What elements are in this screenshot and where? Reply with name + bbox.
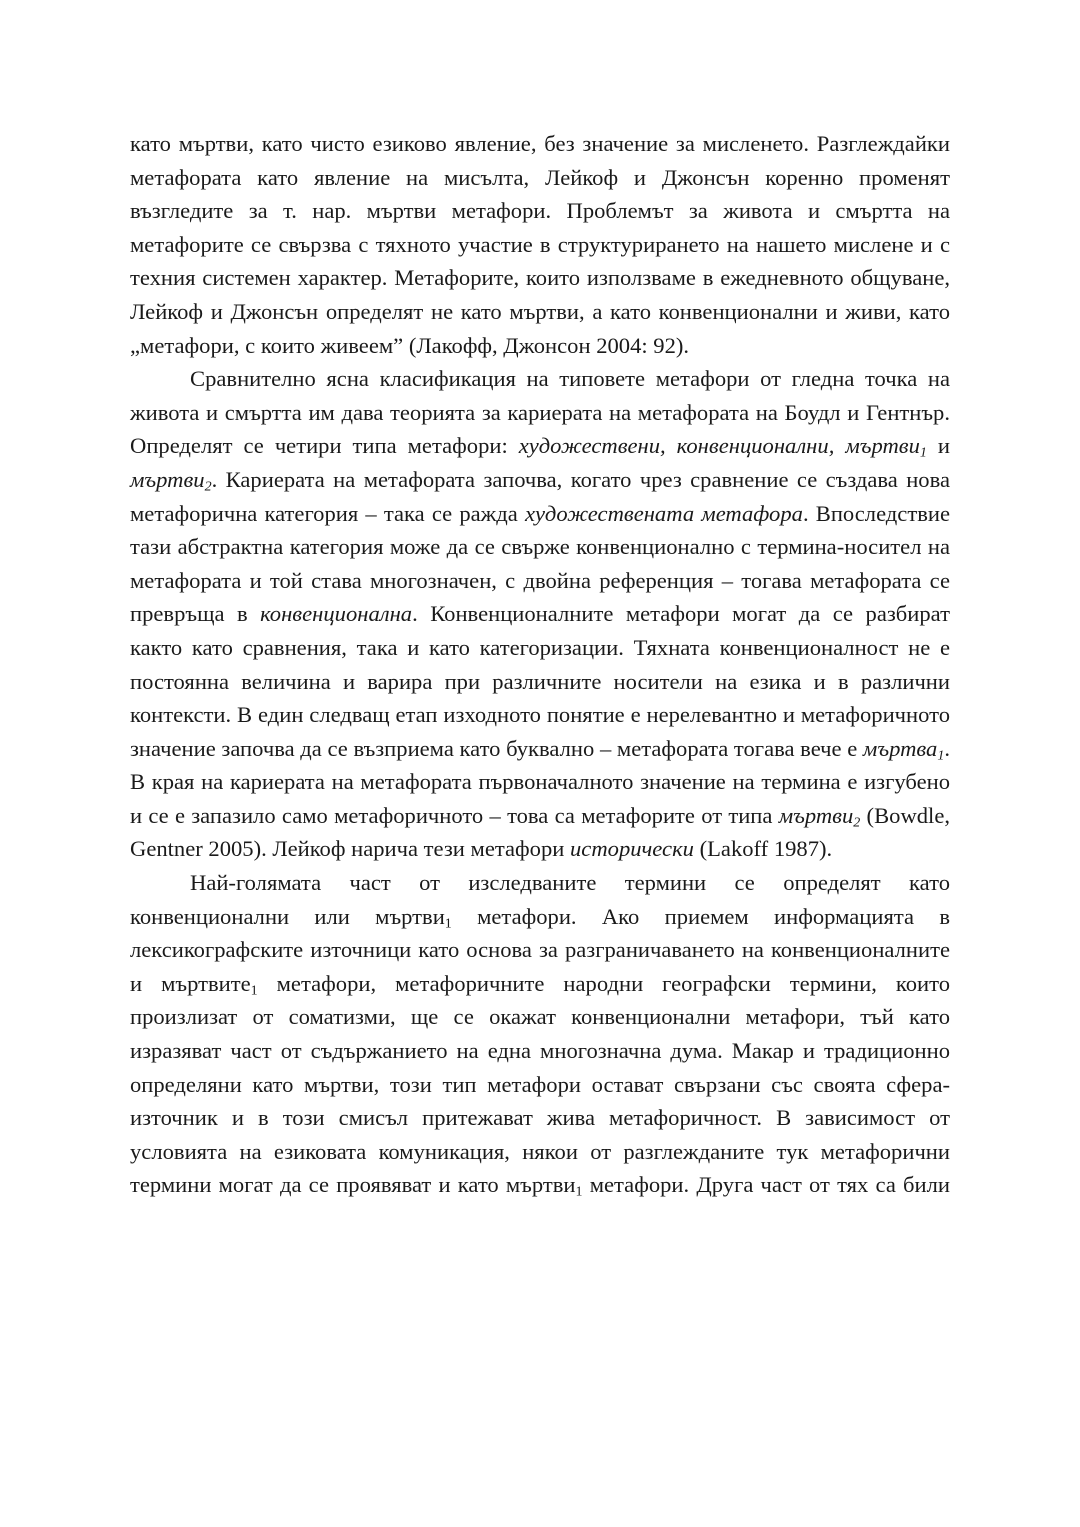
text-run: метафори, метафоричните народни географски термини, които произлизат от соматизми, ще се окажат конвенционални метафори, тъй като изразяват част от съдържанието на една многозначна дума. Макар и традиционно определяни като мъртви, този тип метафори остават свързани със своята сфера-източник и в този смисъл притежават жива метафоричност. В зависимост от условията на езиковата комуникация, някои от разглежданите тук метафорични термини могат да се проявяват и като мъртви [130, 970, 950, 1198]
text-run: и [926, 433, 950, 459]
subscript-index: 1 [937, 748, 945, 764]
italic-term: художествени, конвенционални, мъртви [518, 433, 920, 459]
body-paragraph [130, 127, 950, 362]
italic-term: художествената метафора [524, 500, 803, 526]
subscript-index: 1 [444, 916, 452, 932]
text-run: . Кариерата на метафората започва, когато чрез сравнение се създава нова метафорична категория – така се ражда [130, 466, 950, 526]
text-run: (Lakoff 1987). [693, 836, 833, 862]
text-run: метафори. Друга част от тях са били [582, 1172, 950, 1198]
italic-term: мъртви [778, 802, 854, 828]
text-run: метафори. Ако приемем информацията в лексикографските източници като основа за разграничаването на конвенционалните и мъртвите [130, 903, 950, 996]
text-run: . Конвенционалните метафори могат да се разбират както като сравнения, така и като категоризации. Тяхната конвенционалност не е постоянна величина и варира при различните носители на езика и в различни контексти. В един следващ етап изходното понятие е нерелевантно и метафоричното значение започва да се възприема като буквално – метафората тогава вече е [130, 601, 950, 761]
italic-term: мъртви [130, 466, 205, 492]
text-run: Най-голямата част от изследваните термини се определят като конвенционални или мъртви [130, 870, 950, 929]
subscript-index: 1 [919, 445, 927, 461]
text-run: . Впоследствие тази абстрактна категория може да се свърже конвенционално с термина-носител на метафората и той става многозначен, с двойна референция – тогава метафората се превръща в [130, 500, 950, 627]
subscript-index: 2 [204, 479, 212, 495]
subscript-index: 1 [250, 983, 258, 999]
text-run: Сравнително ясна класификация на типовете метафори от гледна точка на живота и смъртта им дава теорията за кариерата на метафората на Боудл и Гентнър. Определят се четири типа метафори: [130, 366, 950, 459]
subscript-index: 1 [575, 1184, 583, 1200]
text-run: като мъртви, като чисто езиково явление, без значение за мисленето. Разглеждайки метафората като явление на мисълта, Лейкоф и Джонсън коренно променят възгледите за т. нар. мъртви метафори. Проблемът за живота и смъртта на метафорите се свързва с тяхното участие в структурирането на нашето мислене и с техния системен характер. Метафорите, които използваме в ежедневното общуване, Лейкоф и Джонсън определят не като мъртви, а като конвенционални и живи, като „метафори, с които живеем” (Лакофф, Джонсон 2004: 92). [130, 131, 950, 358]
body-paragraph [130, 866, 950, 1202]
text-run: . В края на кариерата на метафората първоначалното значение на термина е изгубено и се е запазило само метафоричното – това са метафорите от типа [130, 735, 950, 828]
italic-term: мъртва [862, 735, 938, 761]
text-run: (Bowdle, Gentner 2005). Лейкоф нарича тези метафори [130, 802, 951, 862]
body-paragraph [130, 362, 950, 866]
document-page [130, 127, 950, 1202]
italic-term: исторически [570, 836, 694, 862]
italic-term: конвенционална [260, 601, 413, 627]
subscript-index: 2 [853, 815, 861, 831]
